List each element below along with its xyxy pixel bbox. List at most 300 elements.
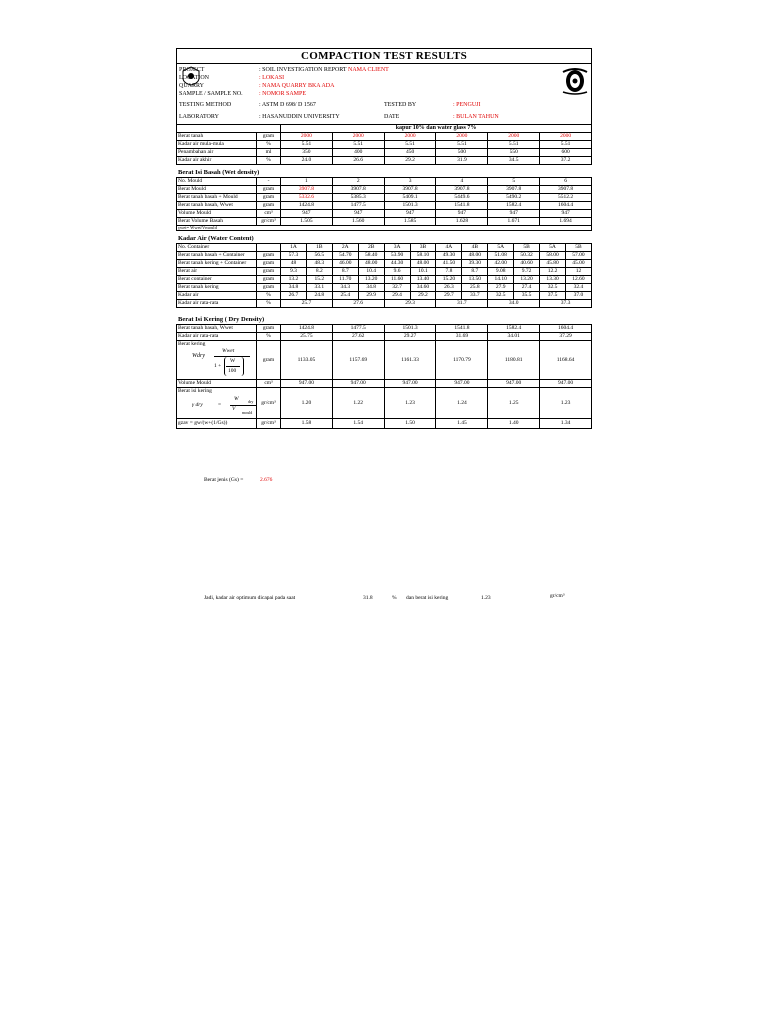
cell-value: 5B bbox=[514, 244, 540, 252]
cell-value: 1477.5 bbox=[332, 202, 384, 210]
cell-value: 2000 bbox=[281, 133, 333, 141]
cell-value: 1541.8 bbox=[436, 202, 488, 210]
row-label: No. Mould bbox=[177, 178, 257, 186]
cell-value: 8.2 bbox=[306, 268, 332, 276]
row-unit: gr/cm³ bbox=[257, 218, 281, 226]
formula-mould-sub: mould bbox=[242, 410, 253, 415]
cell-value: 13.50 bbox=[462, 276, 488, 284]
wet-density-row bbox=[177, 194, 592, 202]
cell-value: 1.505 bbox=[281, 218, 333, 226]
row-label: Berat tanah basah + Mould bbox=[177, 194, 257, 202]
row-unit: gram bbox=[257, 194, 281, 202]
row-label: Kadar air rata-rata bbox=[177, 300, 257, 308]
tested-by-label: TESTED BY bbox=[384, 102, 417, 108]
cell-value: 25.8 bbox=[462, 284, 488, 292]
isi-formula-cell bbox=[177, 388, 257, 419]
cell-value: 9.3 bbox=[281, 268, 307, 276]
cell-value: 5332.6 bbox=[281, 194, 333, 202]
quarry-value: : NAMA QUARRY BKA ADA bbox=[259, 83, 335, 89]
cell-value: 48.00 bbox=[410, 260, 436, 268]
cell-value: 1.671 bbox=[488, 218, 540, 226]
cell-value: 33.1 bbox=[306, 284, 332, 292]
cell-value: 5409.1 bbox=[384, 194, 436, 202]
row-label: Volume Mould bbox=[177, 210, 257, 218]
avg-value: 31.7 bbox=[436, 300, 488, 308]
row-label: Berat tanah bbox=[177, 133, 257, 141]
cell-value: 57.3 bbox=[281, 252, 307, 260]
method-label: TESTING METHOD bbox=[179, 102, 232, 108]
row-unit: gram bbox=[257, 268, 281, 276]
moisture-row bbox=[177, 157, 592, 165]
cell-value: 58.40 bbox=[358, 252, 384, 260]
cell-value: 34.8 bbox=[281, 284, 307, 292]
cell-value: 4A bbox=[436, 244, 462, 252]
cell-value: 26.6 bbox=[332, 157, 384, 165]
wet-density-heading: Berat Isi Basah (Wet density) bbox=[178, 169, 260, 176]
row-unit: gr/cm³ bbox=[257, 419, 281, 429]
cell-value: 5 bbox=[488, 178, 540, 186]
cell-value: 37.2 bbox=[540, 157, 592, 165]
moisture-row bbox=[177, 149, 592, 157]
row-unit: cm³ bbox=[257, 210, 281, 218]
cell-value: 34.01 bbox=[488, 333, 540, 341]
cell-value: 27.62 bbox=[332, 333, 384, 341]
cell-value: 947 bbox=[332, 210, 384, 218]
water-content-heading: Kadar Air (Water Content) bbox=[178, 235, 254, 242]
cell-value: 12 bbox=[565, 268, 591, 276]
cell-value: 2000 bbox=[436, 133, 488, 141]
cell-value: 9.6 bbox=[384, 268, 410, 276]
cell-value: 947 bbox=[540, 210, 592, 218]
wet-density-row bbox=[177, 186, 592, 194]
cell-value: 13.2 bbox=[281, 276, 307, 284]
report-title: COMPACTION TEST RESULTS bbox=[176, 48, 592, 64]
cell-value: 25.75 bbox=[281, 333, 333, 341]
cell-value: 500 bbox=[436, 149, 488, 157]
cell-value: 1501.3 bbox=[384, 202, 436, 210]
formula-v: V bbox=[232, 406, 236, 412]
cell-value: 24.0 bbox=[281, 157, 333, 165]
kering-formula-cell bbox=[177, 341, 257, 380]
cell-value: 11.70 bbox=[332, 276, 358, 284]
cell-value: 34.5 bbox=[488, 157, 540, 165]
conclusion-mid-text: dan berat isi kering bbox=[406, 595, 449, 601]
row-unit: gram bbox=[257, 276, 281, 284]
cell-value: 10.4 bbox=[358, 268, 384, 276]
formula-wdry: Wdry bbox=[192, 353, 205, 359]
water-content-row bbox=[177, 276, 592, 284]
cell-value: 1.585 bbox=[384, 218, 436, 226]
cell-value: 7.8 bbox=[436, 268, 462, 276]
cell-value: 4B bbox=[462, 244, 488, 252]
row-label: Berat tanah kering bbox=[177, 284, 257, 292]
row-label: Berat air bbox=[177, 268, 257, 276]
cell-value: 5490.2 bbox=[488, 194, 540, 202]
row-label: Berat Mould bbox=[177, 186, 257, 194]
formula-100: 100 bbox=[228, 368, 237, 374]
date-value: : BULAN TAHUN bbox=[453, 114, 499, 120]
cell-value: 1604.4 bbox=[540, 202, 592, 210]
wet-density-row bbox=[177, 218, 592, 226]
cell-value: 26.7 bbox=[281, 292, 307, 300]
cell-value: 58.10 bbox=[410, 252, 436, 260]
dry-avg-row bbox=[177, 333, 592, 341]
cell-value: 2000 bbox=[488, 133, 540, 141]
cell-value: 32.7 bbox=[384, 284, 410, 292]
dry-kering-row bbox=[177, 341, 592, 380]
sample-label: SAMPLE / SAMPLE NO. bbox=[179, 91, 243, 97]
wet-density-row bbox=[177, 178, 592, 186]
formula-gdry: γ dry bbox=[192, 402, 203, 408]
cell-value: 947 bbox=[488, 210, 540, 218]
water-content-row bbox=[177, 292, 592, 300]
cell-value: 5.51 bbox=[332, 141, 384, 149]
wet-density-formula: γwet= Wwet/Vmould bbox=[177, 226, 592, 231]
cell-value: 1.50 bbox=[384, 419, 436, 429]
cell-value: 45.00 bbox=[565, 260, 591, 268]
avg-value: 34.0 bbox=[488, 300, 540, 308]
dry-zav-row bbox=[177, 419, 592, 429]
cell-value: 31.69 bbox=[436, 333, 488, 341]
row-label: Berat tanah basah + Container bbox=[177, 252, 257, 260]
cell-value: 54.70 bbox=[332, 252, 358, 260]
cell-value: 34.3 bbox=[332, 284, 358, 292]
cell-value: 8.7 bbox=[332, 268, 358, 276]
moisture-row bbox=[177, 133, 592, 141]
cell-value: 947.00 bbox=[332, 380, 384, 388]
cell-value: 947.00 bbox=[281, 380, 333, 388]
cell-value: 350 bbox=[281, 149, 333, 157]
cell-value: 1582.4 bbox=[488, 325, 540, 333]
avg-value: 29.3 bbox=[384, 300, 436, 308]
cell-value: 29.2 bbox=[384, 157, 436, 165]
cell-value: 5.51 bbox=[488, 141, 540, 149]
cell-value: 2B bbox=[358, 244, 384, 252]
avg-value: 25.7 bbox=[281, 300, 333, 308]
wet-density-row bbox=[177, 210, 592, 218]
cell-value: 400 bbox=[332, 149, 384, 157]
gs-label: Berat jenis (Gs) = bbox=[204, 477, 244, 483]
row-label: Penambahan air bbox=[177, 149, 257, 157]
cell-value: 9.72 bbox=[514, 268, 540, 276]
cell-value: 5449.6 bbox=[436, 194, 488, 202]
dry-wet-row bbox=[177, 325, 592, 333]
cell-value: 3 bbox=[384, 178, 436, 186]
cell-value: 3907.8 bbox=[281, 186, 333, 194]
gs-value: 2.676 bbox=[260, 477, 273, 483]
formula-dry-sub: dry bbox=[248, 399, 254, 404]
cell-value: 600 bbox=[540, 149, 592, 157]
formula-one: 1 + bbox=[214, 363, 222, 369]
cell-value: 1180.81 bbox=[488, 341, 540, 380]
cell-value: 29.27 bbox=[384, 333, 436, 341]
formula-eq: = bbox=[218, 402, 222, 408]
cell-value: 48 bbox=[281, 260, 307, 268]
row-label: Kadar air rata-rata bbox=[177, 333, 257, 341]
water-content-row bbox=[177, 268, 592, 276]
cell-value: 2 bbox=[332, 178, 384, 186]
cell-value: 1.45 bbox=[436, 419, 488, 429]
row-unit: gram bbox=[257, 260, 281, 268]
cell-value: 25.4 bbox=[332, 292, 358, 300]
cell-value: 32.5 bbox=[540, 284, 566, 292]
cell-value: 13.20 bbox=[514, 276, 540, 284]
row-unit: gram bbox=[257, 325, 281, 333]
cell-value: 1.20 bbox=[281, 388, 333, 419]
avg-value: 37.3 bbox=[540, 300, 592, 308]
cell-value: 1.560 bbox=[332, 218, 384, 226]
cell-value: 1B bbox=[306, 244, 332, 252]
optimum-water-content: 31.8 bbox=[363, 595, 373, 601]
cell-value: 2000 bbox=[540, 133, 592, 141]
cell-value: 44.30 bbox=[384, 260, 410, 268]
formula-wd: W bbox=[234, 396, 239, 402]
water-content-row bbox=[177, 284, 592, 292]
cell-value: 10.1 bbox=[410, 268, 436, 276]
row-label: No. Container bbox=[177, 244, 257, 252]
avg-value: 27.6 bbox=[332, 300, 384, 308]
cell-value: 49.30 bbox=[436, 252, 462, 260]
method-value: : ASTM D 698/ D 1567 bbox=[259, 102, 316, 108]
cell-value: 15.2 bbox=[306, 276, 332, 284]
row-unit: gram bbox=[257, 252, 281, 260]
cell-value: 32.4 bbox=[565, 284, 591, 292]
cell-value: 46.00 bbox=[332, 260, 358, 268]
cell-value: 57.00 bbox=[565, 252, 591, 260]
cell-value: 1604.4 bbox=[540, 325, 592, 333]
dry-density-heading: Berat Isi Kering ( Dry Density) bbox=[178, 316, 265, 323]
cell-value: 5A bbox=[488, 244, 514, 252]
row-label: Berat Volume Basah bbox=[177, 218, 257, 226]
cell-value: 1424.8 bbox=[281, 325, 333, 333]
cell-value: 27.9 bbox=[488, 284, 514, 292]
cell-value: 24.8 bbox=[306, 292, 332, 300]
water-content-table bbox=[176, 243, 592, 308]
cell-value: 13.30 bbox=[540, 276, 566, 284]
cell-value: 1157.69 bbox=[332, 341, 384, 380]
moisture-row bbox=[177, 141, 592, 149]
row-label: Kadar air mula-mula bbox=[177, 141, 257, 149]
cell-value: 3907.8 bbox=[436, 186, 488, 194]
cell-value: 29.7 bbox=[436, 292, 462, 300]
cell-value: 48.00 bbox=[462, 252, 488, 260]
cell-value: 1.628 bbox=[436, 218, 488, 226]
cell-value: 947.00 bbox=[488, 380, 540, 388]
project-label: PROJECT bbox=[179, 67, 205, 73]
cell-value: 6 bbox=[540, 178, 592, 186]
cell-value: 29.9 bbox=[358, 292, 384, 300]
cell-value: 13.20 bbox=[358, 276, 384, 284]
isi-label: Berat isi kering bbox=[178, 388, 212, 394]
cell-value: 3907.8 bbox=[488, 186, 540, 194]
row-unit: % bbox=[257, 333, 281, 341]
row-unit: gram bbox=[257, 202, 281, 210]
cell-value: 5.51 bbox=[540, 141, 592, 149]
cell-value: 51.08 bbox=[488, 252, 514, 260]
cell-value: 550 bbox=[488, 149, 540, 157]
density-unit: gr/cm³ bbox=[550, 593, 565, 599]
cell-value: 2A bbox=[332, 244, 358, 252]
formula-w: W bbox=[230, 358, 236, 364]
cell-value: 3907.8 bbox=[384, 186, 436, 194]
cell-value: 32.5 bbox=[488, 292, 514, 300]
cell-value: 1582.4 bbox=[488, 202, 540, 210]
row-label: Kadar air bbox=[177, 292, 257, 300]
cell-value: 5B bbox=[565, 244, 591, 252]
percent-unit: % bbox=[392, 595, 397, 601]
cell-value: 14.10 bbox=[488, 276, 514, 284]
cell-value: 1133.05 bbox=[281, 341, 333, 380]
row-label: Berat tanah basah, Wwet bbox=[177, 202, 257, 210]
cell-value: 53.90 bbox=[384, 252, 410, 260]
row-unit: - bbox=[257, 178, 281, 186]
cell-value: 58.00 bbox=[540, 252, 566, 260]
cell-value: 40.60 bbox=[514, 260, 540, 268]
cell-value: 34.8 bbox=[358, 284, 384, 292]
cell-value: 1.40 bbox=[488, 419, 540, 429]
cell-value: 947 bbox=[281, 210, 333, 218]
row-label: Berat container bbox=[177, 276, 257, 284]
cell-value: 1.23 bbox=[540, 388, 592, 419]
cell-value: 1168.64 bbox=[540, 341, 592, 380]
cell-value: 947 bbox=[384, 210, 436, 218]
cell-value: 2000 bbox=[332, 133, 384, 141]
cell-value: 37.0 bbox=[565, 292, 591, 300]
dry-vol-row bbox=[177, 380, 592, 388]
row-unit: % bbox=[257, 292, 281, 300]
cell-value: 947.00 bbox=[436, 380, 488, 388]
row-unit: gram bbox=[257, 133, 281, 141]
row-unit: % bbox=[257, 157, 281, 165]
cell-value: 1170.79 bbox=[436, 341, 488, 380]
row-label: Kadar air akhir bbox=[177, 157, 257, 165]
cell-value: 26.3 bbox=[436, 284, 462, 292]
cell-value: 34.60 bbox=[410, 284, 436, 292]
formula-bar2 bbox=[226, 366, 240, 367]
cell-value: 3907.8 bbox=[540, 186, 592, 194]
wet-density-row bbox=[177, 202, 592, 210]
formula-wwet: Wwet bbox=[222, 348, 235, 354]
cell-value: 15.20 bbox=[436, 276, 462, 284]
water-content-row bbox=[177, 260, 592, 268]
cell-value: 947.00 bbox=[384, 380, 436, 388]
cell-value: 29.2 bbox=[410, 292, 436, 300]
quarry-label: QUARRY bbox=[179, 83, 205, 89]
water-content-row bbox=[177, 244, 592, 252]
cell-value: 1A bbox=[281, 244, 307, 252]
cell-value: 5.51 bbox=[436, 141, 488, 149]
cell-value: 1.34 bbox=[540, 419, 592, 429]
cell-value: 37.29 bbox=[540, 333, 592, 341]
cell-value: 2000 bbox=[384, 133, 436, 141]
row-unit: % bbox=[257, 300, 281, 308]
cell-value: 50.32 bbox=[514, 252, 540, 260]
row-label: Berat tanah kering + Container bbox=[177, 260, 257, 268]
row-unit: gram bbox=[257, 341, 281, 380]
cell-value: 1.24 bbox=[436, 388, 488, 419]
cell-value: 1.58 bbox=[281, 419, 333, 429]
cell-value: 8.7 bbox=[462, 268, 488, 276]
cell-value: 1.54 bbox=[332, 419, 384, 429]
row-unit: gram bbox=[257, 186, 281, 194]
mix-note: kapur 10% dan water glass 7% bbox=[281, 125, 592, 133]
cell-value: 48.00 bbox=[358, 260, 384, 268]
row-label: Volume Mould bbox=[177, 380, 257, 388]
cell-value: 33.7 bbox=[462, 292, 488, 300]
cell-value: 1.22 bbox=[332, 388, 384, 419]
wet-density-table bbox=[176, 177, 592, 231]
cell-value: 1501.3 bbox=[384, 325, 436, 333]
report-header bbox=[176, 64, 592, 124]
water-content-row bbox=[177, 252, 592, 260]
cell-value: 9.08 bbox=[488, 268, 514, 276]
row-unit bbox=[257, 244, 281, 252]
row-unit: gr/cm³ bbox=[257, 388, 281, 419]
cell-value: 5.51 bbox=[384, 141, 436, 149]
cell-value: 1.694 bbox=[540, 218, 592, 226]
cell-value: 31.9 bbox=[436, 157, 488, 165]
cell-value: 1.25 bbox=[488, 388, 540, 419]
water-content-avg-row bbox=[177, 300, 592, 308]
cell-value: 37.5 bbox=[540, 292, 566, 300]
cell-value: 5385.3 bbox=[332, 194, 384, 202]
cell-value: 4 bbox=[436, 178, 488, 186]
cell-value: 41.50 bbox=[436, 260, 462, 268]
moisture-table bbox=[176, 124, 592, 165]
cell-value: 1424.8 bbox=[281, 202, 333, 210]
conclusion-text: Jadi, kadar air optimum dicapai pada saat bbox=[204, 595, 296, 601]
cell-value: 5512.2 bbox=[540, 194, 592, 202]
cell-value: 1.23 bbox=[384, 388, 436, 419]
cell-value: 27.4 bbox=[514, 284, 540, 292]
cell-value: 1477.5 bbox=[332, 325, 384, 333]
compaction-report bbox=[176, 48, 592, 429]
dry-density-table bbox=[176, 324, 592, 429]
cell-value: 45.80 bbox=[540, 260, 566, 268]
max-dry-density: 1.23 bbox=[481, 595, 491, 601]
project-value: : SOIL INVESTIGATION REPORT bbox=[259, 67, 347, 73]
row-unit: % bbox=[257, 141, 281, 149]
kering-label: Berat kering bbox=[178, 341, 206, 347]
cell-value: 35.5 bbox=[514, 292, 540, 300]
sample-value: : NOMOR SAMPE bbox=[259, 91, 307, 97]
cell-value: 5A bbox=[540, 244, 566, 252]
row-unit: gram bbox=[257, 284, 281, 292]
date-label: DATE bbox=[384, 114, 400, 120]
cell-value: 48.3 bbox=[306, 260, 332, 268]
cell-value: 11.60 bbox=[384, 276, 410, 284]
cell-value: 3B bbox=[410, 244, 436, 252]
client-name: NAMA CLIENT bbox=[347, 67, 389, 73]
cell-value: 1 bbox=[281, 178, 333, 186]
lab-value: : HASANUDDIN UNIVERSITY bbox=[259, 114, 340, 120]
cell-value: 3907.8 bbox=[332, 186, 384, 194]
cell-value: 947.00 bbox=[540, 380, 592, 388]
cell-value: 5.51 bbox=[281, 141, 333, 149]
row-unit: cm³ bbox=[257, 380, 281, 388]
lab-label: LABORATORY bbox=[179, 114, 219, 120]
cell-value: 42.00 bbox=[488, 260, 514, 268]
row-unit: ml bbox=[257, 149, 281, 157]
cell-value: 13.40 bbox=[410, 276, 436, 284]
institution-emblem-icon bbox=[561, 66, 589, 96]
dry-isi-row bbox=[177, 388, 592, 419]
tested-by-value: : PENGUJI bbox=[453, 102, 481, 108]
cell-value: 947 bbox=[436, 210, 488, 218]
cell-value: 56.5 bbox=[306, 252, 332, 260]
cell-value: 39.30 bbox=[462, 260, 488, 268]
cell-value: 1541.8 bbox=[436, 325, 488, 333]
